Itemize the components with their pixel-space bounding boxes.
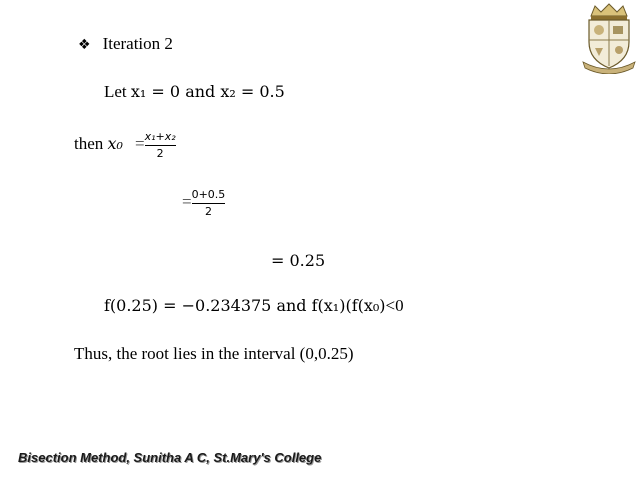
diamond-bullet-icon: ❖ [78, 37, 91, 53]
fraction-bar [145, 145, 176, 146]
function-value-math: f(0.25) = −0.234375 and f(x₁)(f(x₀) [104, 296, 386, 315]
function-value-suffix: <0 [385, 296, 404, 315]
result-line: = 0.25 [271, 251, 326, 270]
let-prefix: Let [104, 82, 131, 101]
substitution-denominator: 2 [204, 205, 212, 218]
college-crest-logo [581, 2, 637, 74]
let-line [104, 82, 285, 102]
substitution-equals: = [182, 192, 192, 212]
then-x0: x₀ [107, 134, 123, 154]
iteration-heading [78, 34, 173, 54]
fraction-denominator: 2 [156, 147, 164, 160]
then-equals: = [134, 134, 145, 154]
fraction-numerator: x₁+x₂ [144, 130, 176, 143]
substitution-numerator: 0+0.5 [191, 188, 226, 201]
then-prefix: then [74, 134, 108, 154]
substitution-bar [192, 203, 226, 204]
function-value-line [104, 296, 404, 316]
footer-caption: Bisection Method, Sunitha A C, St.Mary's College [18, 450, 322, 465]
let-math: x₁ = 0 and x₂ = 0.5 [130, 82, 285, 101]
conclusion-text: Thus, the root lies in the interval (0,0.25) [74, 344, 354, 363]
substitution-line [182, 188, 225, 219]
then-line [74, 130, 176, 161]
substitution-fraction [192, 188, 226, 219]
iteration-title: Iteration 2 [102, 34, 173, 53]
midpoint-fraction [145, 130, 176, 161]
